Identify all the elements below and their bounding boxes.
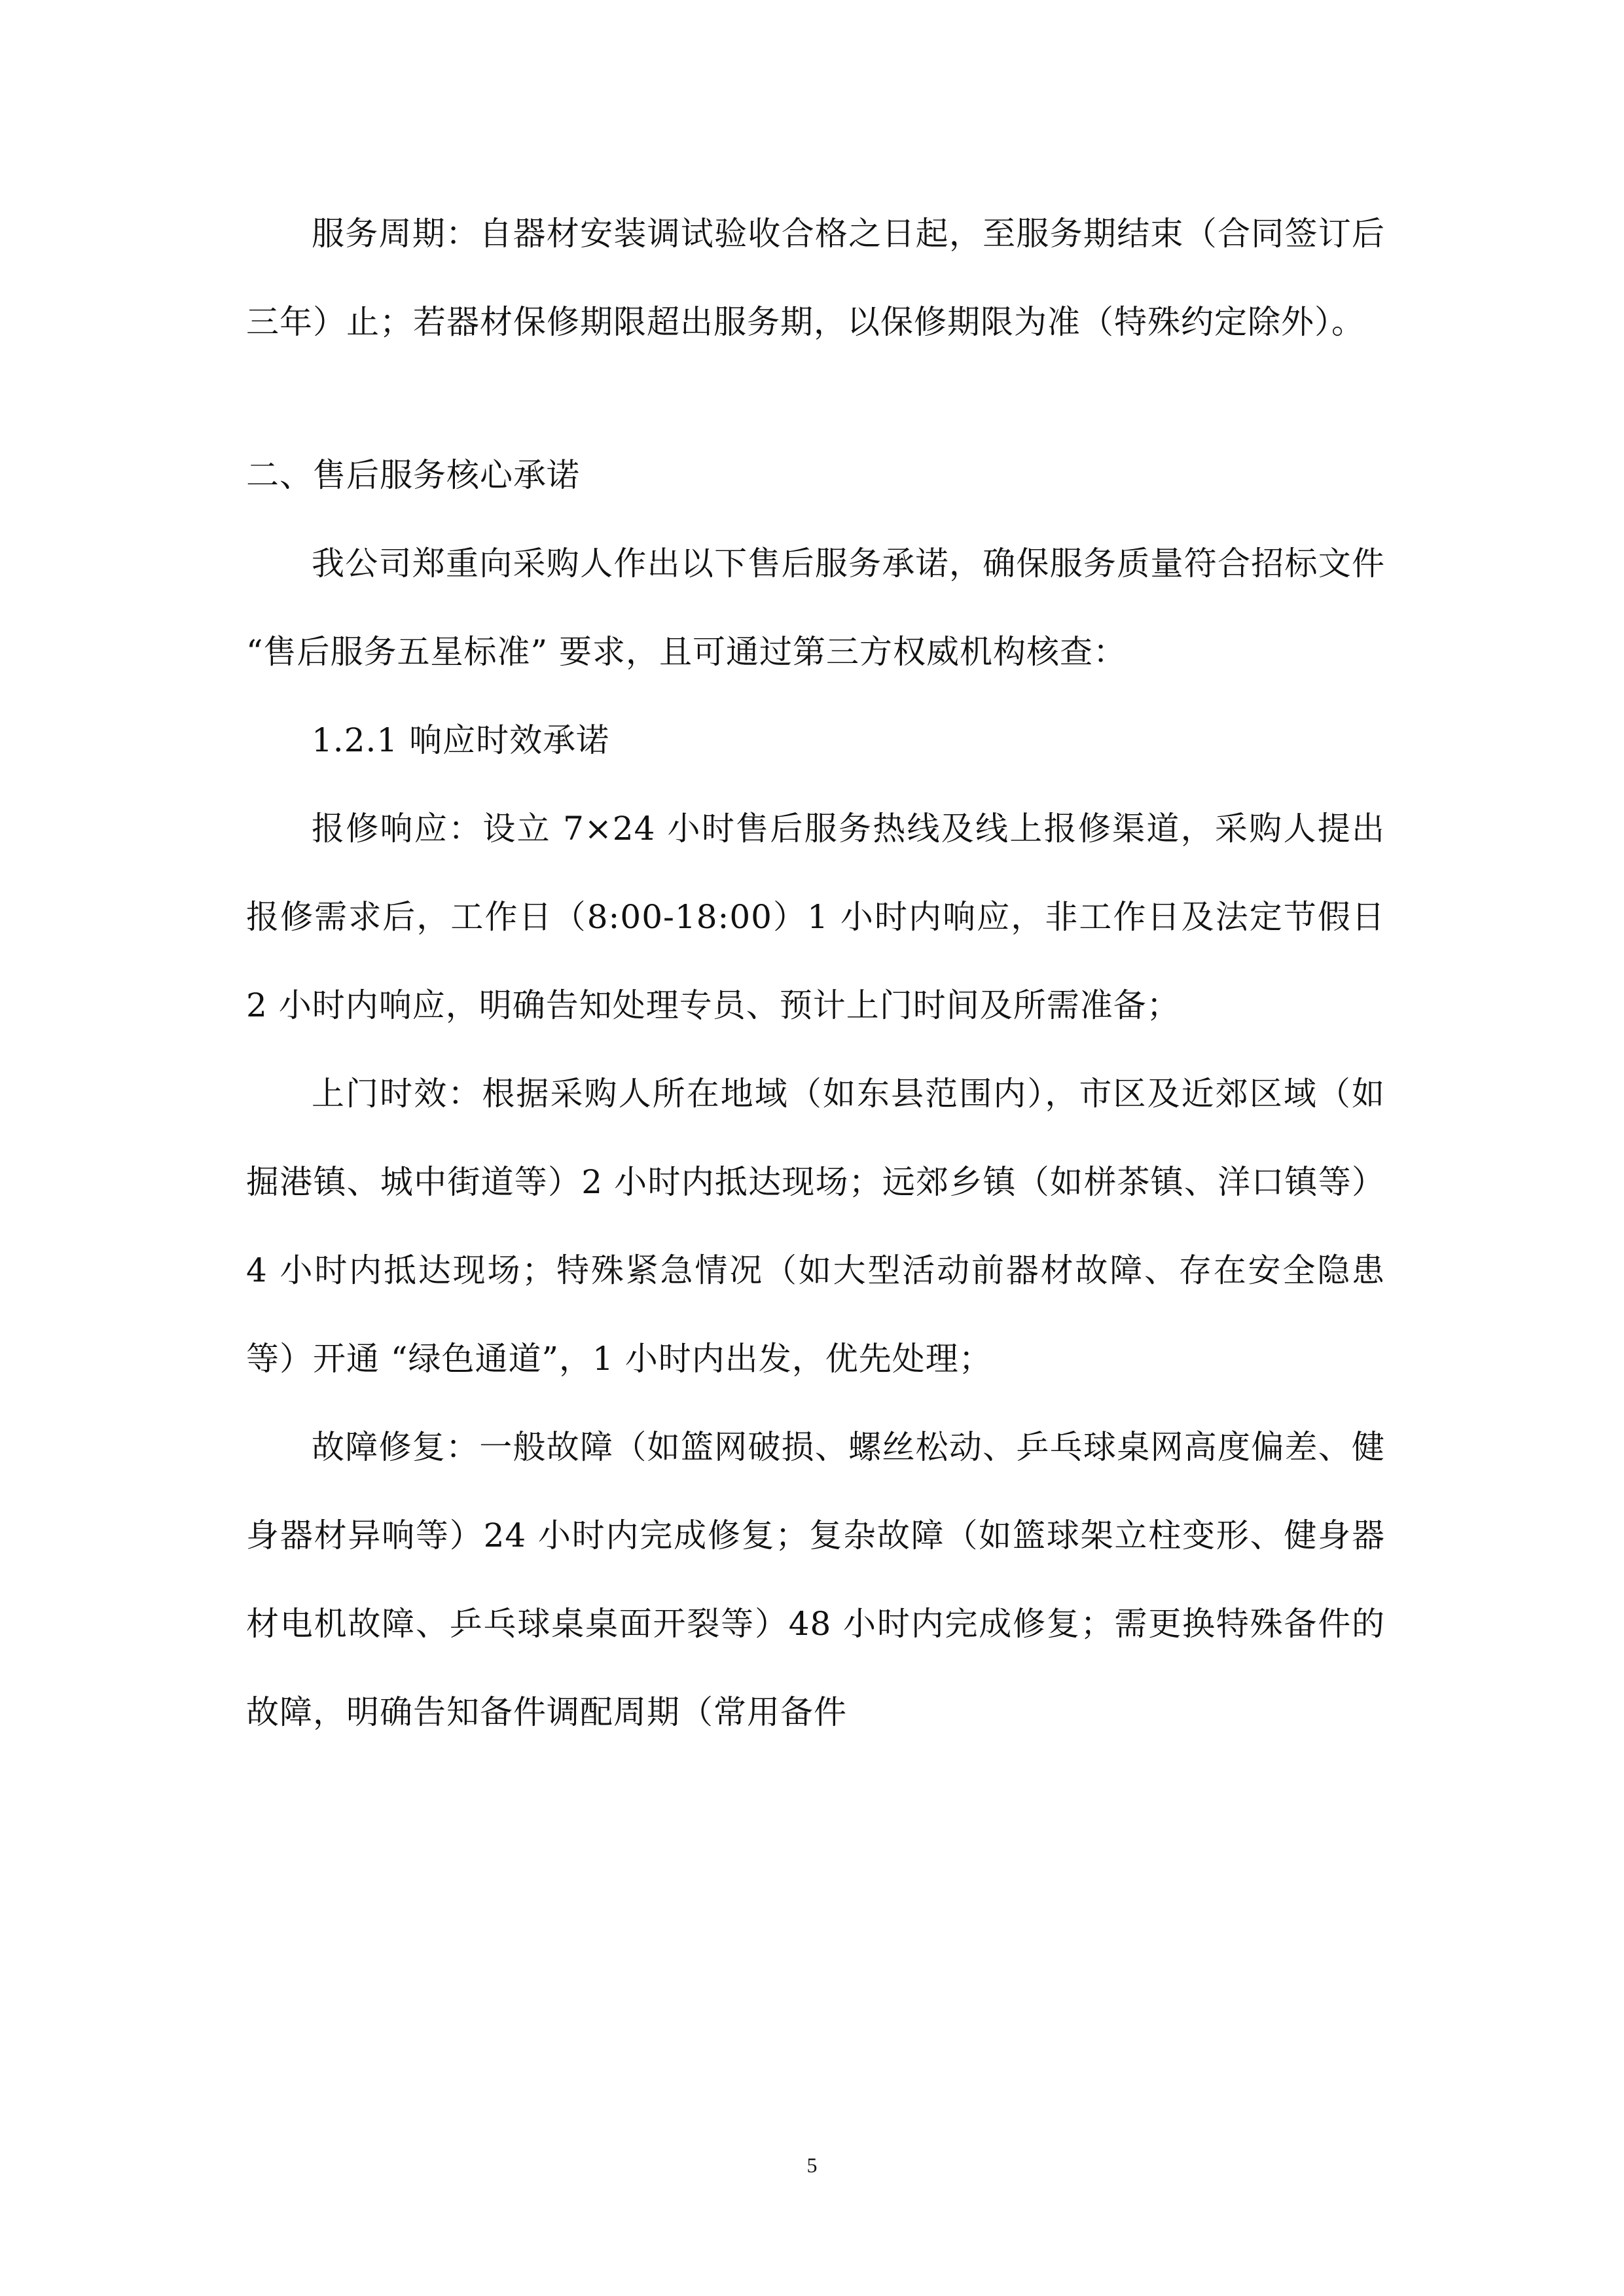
subsection-heading-response-time: 1.2.1 响应时效承诺 xyxy=(312,721,610,759)
page-number: 5 xyxy=(806,2153,818,2177)
section-heading-after-sales: 二、售后服务核心承诺 xyxy=(246,456,580,494)
document-body xyxy=(246,190,1385,1757)
onsite-arrival-paragraph: 上门时效：根据采购人所在地域（如东县范围内），市区及近郊区域（如掘港镇、城中街道等）2 小时内抵达现场；远郊乡镇（如栟茶镇、洋口镇等）4 小时内抵达现场；特殊紧急情况（如大型活动前器材故障、存在安全隐患等）开通 “绿色通道”，1 小时内出发，优先处理； xyxy=(246,1075,1385,1378)
service-period-paragraph: 服务周期：自器材安装调试验收合格之日起，至服务期结束（合同签订后三年）止；若器材保修期限超出服务期，以保修期限为准（特殊约定除外）。 xyxy=(246,215,1385,341)
fault-repair-paragraph: 故障修复：一般故障（如篮网破损、螺丝松动、乒乓球桌网高度偏差、健身器材异响等）24 小时内完成修复；复杂故障（如篮球架立柱变形、健身器材电机故障、乒乓球桌桌面开裂等）48 小时内完成修复；需更换特殊备件的故障，明确告知备件调配周期（常用备件 xyxy=(246,1428,1385,1731)
commitment-intro-paragraph: 我公司郑重向采购人作出以下售后服务承诺，确保服务质量符合招标文件 “售后服务五星标准” 要求，且可通过第三方权威机构核查： xyxy=(246,545,1385,671)
repair-response-paragraph: 报修响应：设立 7×24 小时售后服务热线及线上报修渠道，采购人提出报修需求后，工作日（8:00-18:00）1 小时内响应，非工作日及法定节假日 2 小时内响应，明确告知处理专员、预计上门时间及所需准备； xyxy=(246,810,1385,1024)
